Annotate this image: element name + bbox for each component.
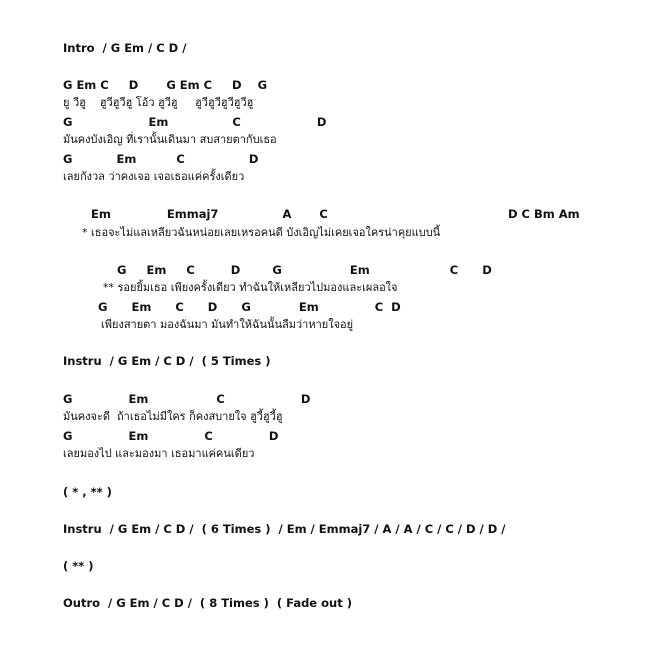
- verse1-chords-3: G Em C D: [63, 152, 259, 166]
- intro-line: Intro / G Em / C D /: [63, 41, 187, 55]
- chorus2-lyric-2: เพียงสายตา มองฉันมา มันทำให้ฉันนั้นลืมว่าหายใจอยู่: [101, 318, 354, 331]
- chorus1-chords-1: Em Emmaj7 A C D C Bm Am: [91, 207, 580, 221]
- outro-line: Outro / G Em / C D / ( 8 Times ) ( Fade out ): [63, 596, 352, 610]
- chorus1-lyric-1: * เธอจะไม่แลเหลียวฉันหน่อยเลยเหรอคนดี บังเอิญไม่เคยเจอใครน่าคุยแบบนี้: [82, 226, 441, 239]
- instru1-line: Instru / G Em / C D / ( 5 Times ): [63, 354, 271, 368]
- verse1-lyric-3: เลยกังวล ว่าคงเจอ เจอเธอแค่ครั้งเดียว: [63, 170, 245, 183]
- repeat2-line: ( ** ): [63, 559, 94, 573]
- verse1-chords-2: G Em C D: [63, 115, 327, 129]
- chorus2-chords-2: G Em C D G Em C D: [98, 300, 401, 314]
- chorus2-chords-1: G Em C D G Em C D: [117, 263, 492, 277]
- verse2-chords-2: G Em C D: [63, 429, 279, 443]
- verse2-lyric-2: เลยมองไป และมองมา เธอมาแค่คนเดียว: [63, 447, 255, 460]
- repeat1-line: ( * , ** ): [63, 485, 112, 499]
- verse1-lyric-1: ยู วีฮู ฮูวีฮูวีฮู โอ้ว ฮูวีฮู ฮูวีฮูวีฮูวีฮูวีฮู: [63, 96, 254, 109]
- instru2-line: Instru / G Em / C D / ( 6 Times ) / Em / Emmaj7 / A / A / C / C / D / D /: [63, 522, 506, 536]
- verse2-lyric-1: มันคงจะดี ถ้าเธอไม่มีใคร ก็คงสบายใจ ฮูวี้ฮูวี้ฮู: [63, 410, 283, 423]
- verse2-chords-1: G Em C D: [63, 392, 311, 406]
- chorus2-lyric-1: ** รอยยิ้มเธอ เพียงครั้งเดียว ทำฉันให้เหลียวไปมองและเผลอใจ: [103, 281, 398, 294]
- verse1-lyric-2: มันคงบังเอิญ ที่เรานั้นเดินมา สบสายตากับเธอ: [63, 133, 277, 146]
- verse1-chords-1: G Em C D G Em C D G: [63, 78, 268, 92]
